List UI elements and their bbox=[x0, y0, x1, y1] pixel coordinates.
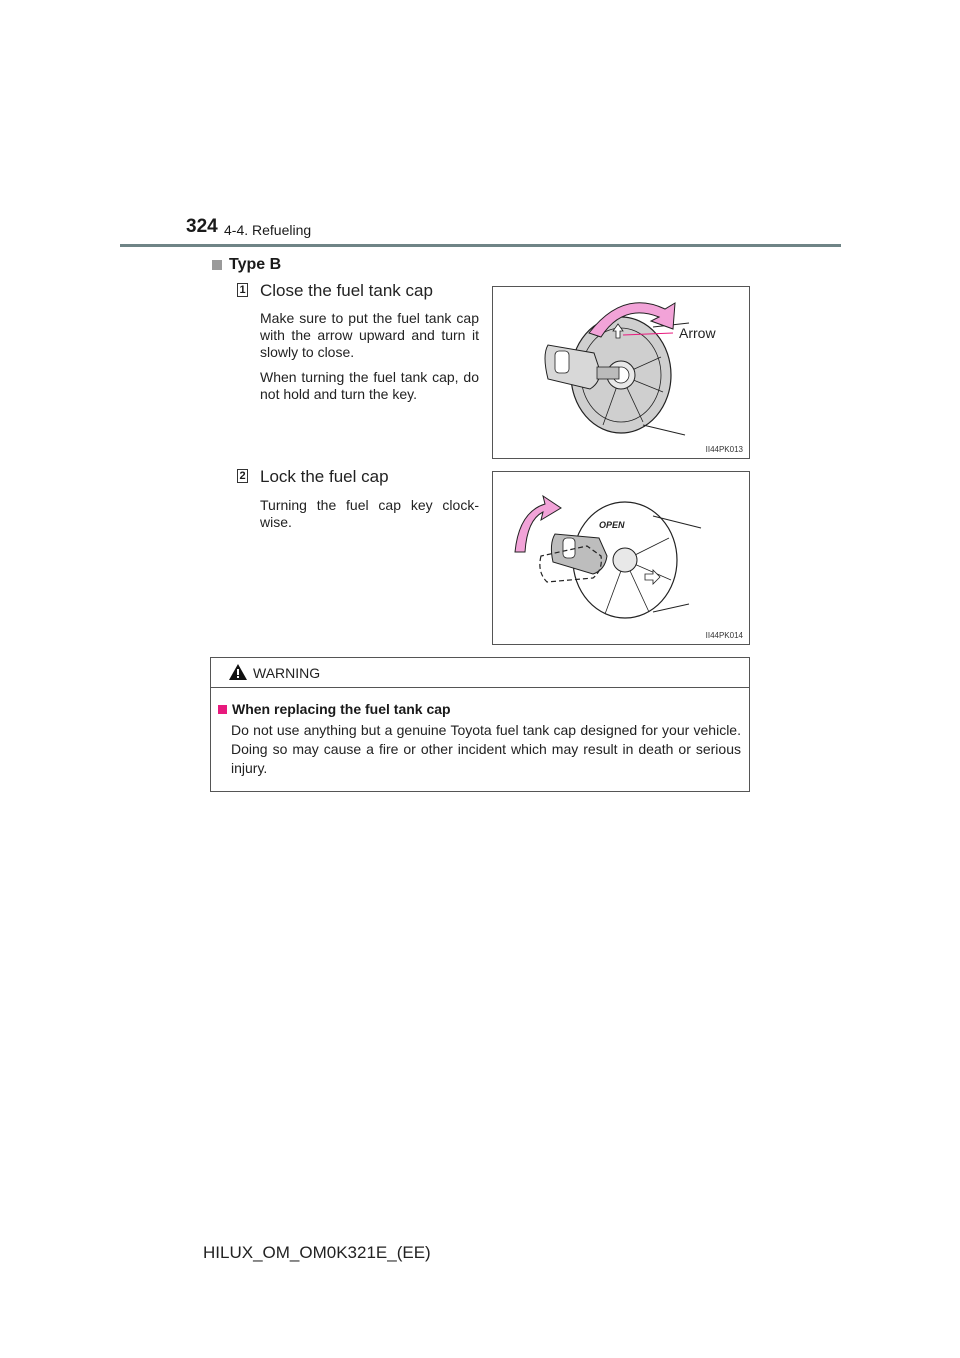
fuel-cap-close-illustration bbox=[493, 287, 749, 458]
figure-close-cap bbox=[492, 286, 750, 459]
warning-triangle-icon bbox=[229, 664, 247, 680]
open-text: OPEN bbox=[599, 520, 625, 530]
step-title-2: Lock the fuel cap bbox=[260, 467, 389, 486]
figure-lock-cap bbox=[492, 471, 750, 645]
step-number-2: 2 bbox=[237, 469, 248, 483]
arrow-label: Arrow bbox=[679, 325, 716, 341]
step-2-paragraph-1: Turning the fuel cap key clock- wise. bbox=[260, 497, 479, 530]
fuel-cap-lock-illustration bbox=[493, 472, 749, 644]
step-title-1: Close the fuel tank cap bbox=[260, 281, 433, 300]
type-heading bbox=[212, 256, 281, 274]
page-number: 324 bbox=[186, 216, 218, 237]
document-footer: HILUX_OM_OM0K321E_(EE) bbox=[203, 1243, 431, 1262]
warning-title: WARNING bbox=[253, 665, 321, 681]
warning-header bbox=[211, 658, 749, 688]
warning-box bbox=[210, 657, 750, 792]
warning-subheading bbox=[218, 701, 451, 717]
section-title: 4-4. Refueling bbox=[224, 222, 312, 238]
step-number-1: 1 bbox=[237, 283, 248, 297]
step-1-paragraph-2: When turning the fuel tank cap, do not hold and turn the key. bbox=[260, 369, 479, 402]
square-bullet-icon bbox=[218, 705, 227, 714]
warning-text: Do not use anything but a genuine Toyota fuel tank cap designed for your vehicle. Doing so may cause a fire or other incident which may result in death or serious injury. bbox=[231, 722, 741, 776]
header-rule bbox=[120, 244, 841, 247]
step-1-paragraph-1: Make sure to put the fuel tank cap with the arrow upward and turn it slowly to close. bbox=[260, 310, 479, 360]
figure-code-2: II44PK014 bbox=[705, 631, 743, 640]
figure-code-1: II44PK013 bbox=[705, 445, 743, 454]
type-heading-text: Type B bbox=[229, 256, 282, 273]
square-bullet-icon bbox=[212, 260, 222, 270]
warning-subheading-text: When replacing the fuel tank cap bbox=[232, 701, 451, 717]
